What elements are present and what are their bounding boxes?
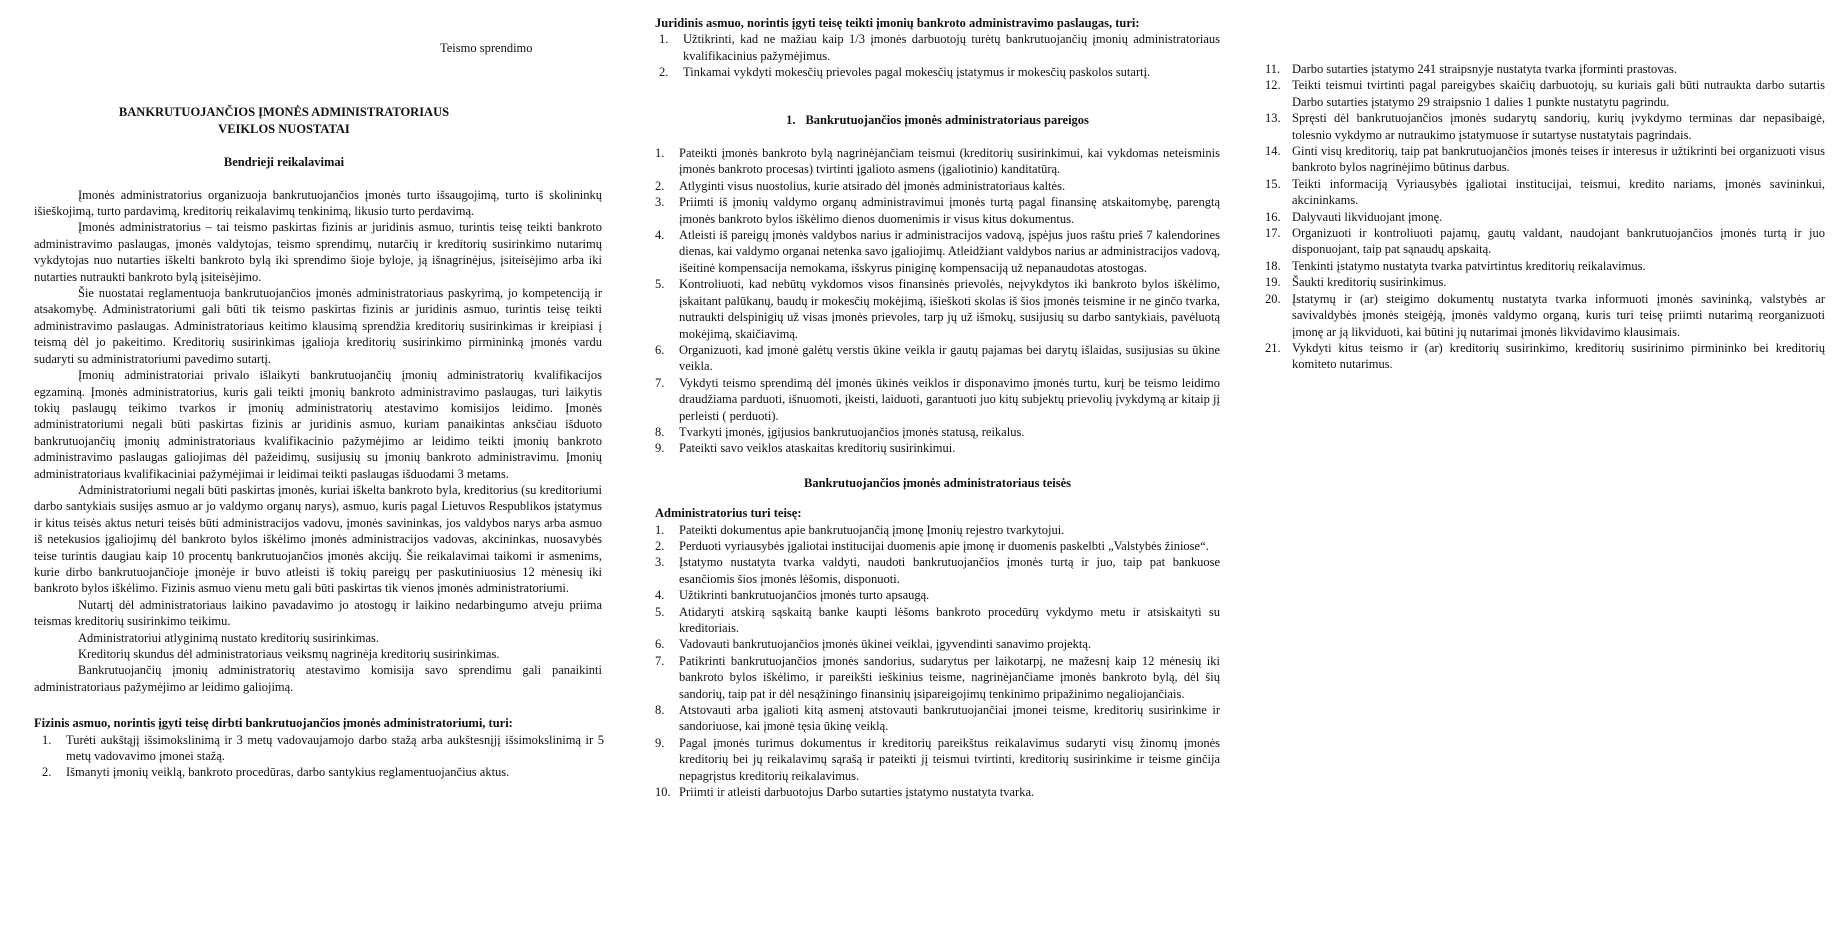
list-item: 1. Pateikti dokumentus apie bankrutuojančią įmonę Įmonių rejestro tvarkytojui. [655,522,1065,537]
paragraph: Šie nuostatai reglamentuoja bankrutuojančios įmonės administratoriaus paskyrimą, jo kompetenciją ir atsakomybę. Administratoriumi gali būti tik teismo paskirtas fizinis ar juridinis asmuo, turintis teisę teikti administravimo paslaugas. Administratoriaus keitimo klausimą sprendžia kreditorių susirinkimas ir kreipiasi į teismą dėl jo pakeitimo. Kreditorių susirinkimas įgalioja kreditorių susirinkimo pirmininką įmonės vardu sudaryti su administratoriumi pavedimo sutartį. [34,286,602,366]
section-heading-rights: Bankrutuojančios įmonės administratoriaus teisės [803,475,1072,490]
list-item: 8. Tvarkyti įmonės, įgijusios bankrutuojančios įmonės statusą, reikalus. [655,424,1025,439]
list-item: 4. Atleisti iš pareigų įmonės valdybos narius ir administracijos vadovą, įspėjus juos raštu prieš 7 kalendorines dienas, kai valdymo organai netenka savo įgaliojimų. Atleidžiant valdybos narius ar administracijos vadovą, išeitinė kompensacija nemokama, išskyrus piniginę kompensaciją už nepanaudotas atostogas. [655,228,1220,275]
natural-person-list [42,732,604,781]
section-heading-general: Bendrieji reikalavimai [223,155,345,170]
court-decision-label: Teismo sprendimo [440,41,533,55]
paragraph: Kreditorių skundus dėl administratoriaus veiksmų nagrinėja kreditorių susirinkimas. [78,647,500,661]
list-item: 4. Užtikrinti bankrutuojančios įmonės turto apsaugą. [655,588,930,603]
list-item: 5. Kontroliuoti, kad nebūtų vykdomos visos finansinės prievolės, neįvykdytos iki bankroto bylos iškėlimo, įskaitant palūkanų, baudų ir mokesčių mokėjimą, išieškoti skolas iš šios įmonės teismine ir ne ginčo tvarka, nutraukti delspinigių už visas įmonės prievoles, tarp jų už išmokų, susijusių su darbo santykiais, pavėluotą mokėjimą, skaičiavimą. [655,277,1220,341]
rights-list [655,522,1220,801]
paragraph: Įmonės administratorius organizuoja bankrutuojančios įmonės turto išsaugojimą, turto iš skolininkų išieškojimą, turto pardavimą, kreditorių reikalavimų tenkinimą, likusio turto perdavimą. [34,187,602,219]
paragraph: Administratoriui atlyginimą nustato kreditorių susirinkimas. [78,630,380,645]
list-item: 17. Organizuoti ir kontroliuoti pajamų, gautų valdant, naudojant bankrutuojančios įmonės turtą ir juo disponuojant, taip pat sąnaudų apskaitą. [1265,226,1825,257]
document-title [94,104,474,137]
paragraph: Nutartį dėl administratoriaus laikino pavadavimo jo atostogų ir laikino nedarbingumo atveju priima teismas kreditorių susirinkimo teikimu. [34,597,602,629]
list-item: 6. Organizuoti, kad įmonė galėtų verstis ūkine veikla ir gautų pajamas bei darytų išlaidas, susijusias su ūkine veikla. [655,342,1220,374]
list-item: 2. Perduoti vyriausybės įgaliotai institucijai duomenis apie įmonę ir duomenis paskelbti „Valstybės žiniose“. [655,538,1209,553]
list-item: 21. Vykdyti kitus teismo ir (ar) kreditorių susirinkimo, kreditorių susirinimo pirmininko bei kreditorių komiteto nutarimus. [1265,340,1825,372]
paragraph: Administratoriumi negali būti paskirtas įmonės, kuriai iškelta bankroto byla, kreditorius (su kreditoriumi darbo santykiais susijęs asmuo ar jo valdymo organų narys), asmuo, kuris pagal Lietuvos Respublikos įstatymus ir kitus teisės aktus neturi teisės būti administracijos vadovu, įmonės savininkas, jos valdybos narys arba asmuo iš netekusios įgaliojimų dėl bankroto bylos iškėlimo įmonės administracijos vadovas, akcininkas, nuosavybės teise turintis daugiau kaip 10 procentų bankrutuojančios įmonės akcijų. Šie reikalavimai taikomi ir asmenims, kurie dirbo bankrutuojančioje įmonėje ir buvo atleisti iš tokių pareigų per paskutiniuosius 12 mėnesių iki bankroto bylos iškėlimo. Fizinis asmuo vienu metu gali būti paskirtas tik vienos įmonės administratoriumi. [34,482,602,596]
list-item: 2. Išmanyti įmonių veiklą, bankroto procedūras, darbo santykius reglamentuojančius aktus. [42,765,510,780]
list-item: 9. Pagal įmonės turimus dokumentus ir kreditorių pareikštus reikalavimus sudaryti visų žinomų įmonės kreditorių bei jų reikalavimų sąrašą ir pateikti jį teismui tvirtinti, kreditorių susirinkime ir teisme ginčija nepagrįstus kreditorių reikalavimus. [655,735,1220,783]
document-title-line-1: BANKRUTUOJANČIOS ĮMONĖS ADMINISTRATORIAUS [118,105,450,120]
list-item: 16. Dalyvauti likviduojant įmonę. [1265,209,1443,224]
document-title-line-2: VEIKLOS NUOSTATAI [218,121,350,136]
column-middle [655,0,1220,800]
list-item: 15. Teikti informaciją Vyriausybės įgaliotai institucijai, teismui, kredito nariams, įmonės savininkui, akcininkams. [1265,176,1825,208]
list-item: 13. Spręsti dėl bankrutuojančios įmonės sudarytų sandorių, kurių įvykdymo terminas dar nepasibaigė, tolesnio vykdymo ar nutraukimo įstatymuose ir sutartyse nustatytais pagrindais. [1265,111,1825,142]
legal-person-heading: Juridinis asmuo, norintis įgyti teisę teikti įmonių bankroto administravimo paslaugas, turi: [655,16,1140,30]
column-left [34,0,604,781]
paragraph: Įmonių administratoriai privalo išlaikyti bankrutuojančių įmonių administratorių kvalifikacijos egzaminą. Įmonės administratorius, kuris gali teikti įmonių bankroto administravimo paslaugas, turi laikytis tokių paslaugų teikimo tvarkos ir įmonių administratorių atestavimo komisijos leidimo. Įmonės administratoriumi negali būti paskirtas fizinis ar juridinis asmuo, kuriam panaikintas anksčiau išduoto bankrutuojančių įmonių administratoriaus kvalifikacinio pažymėjimo ar leidimo teikti įmonių bankroto administravimo paslaugas galiojimas dėl pažeidimų, susijusių su įmonių bankroto administravimu. Įmonių administratoriaus kvalifikaciniai pažymėjimai ir leidimai teikti paslaugas išduodami 3 metams. [34,368,602,481]
list-item: 18. Tenkinti įstatymo nustatyta tvarka patvirtintus kreditorių reikalavimus. [1265,258,1646,273]
list-item: 20. Įstatymų ir (ar) steigimo dokumentų nustatyta tvarka informuoti įmonės savininką, valstybės ar savivaldybės įmonės steigėją, įmonės valdymo organą, kuris turi teisę priimti nutarimą reorganizuoti įmonę ar ją likviduoti, kai būtini jų nutarimai įmonės likvidavimo klausimais. [1265,291,1825,339]
list-item: 11. Darbo sutarties įstatymo 241 straipsnyje nustatyta tvarka įforminti prastovas. [1265,62,1677,76]
column-right [1265,0,1825,373]
list-item: 7. Vykdyti teismo sprendimą dėl įmonės ūkinės veiklos ir disponavimo įmonės turtu, kurį be teismo leidimo draudžiama parduoti, išnuomoti, įkeisti, laiduoti, garantuoti juo kitų subjektų prievolių įvykdymą ar kitaip jį perleisti ( perduoti). [655,375,1220,423]
list-item: 10. Priimti ir atleisti darbuotojus Darbo sutarties įstatymo nustatyta tvarka. [655,785,1035,800]
duties-list [655,145,1220,457]
section-heading-duties: 1. Bankrutuojančios įmonės administratoriaus pareigos [786,112,1089,127]
list-item: 8. Atstovauti arba įgalioti kitą asmenį atstovauti bankrutuojančiai įmonei teisme, kreditorių susirinkime ir sandoriuose, kai įmonė tęsia ūkinę veiklą. [655,703,1220,734]
natural-person-heading: Fizinis asmuo, norintis įgyti teisę dirbti bankrutuojančios įmonės administratoriumi, turi: [34,716,513,731]
general-paragraphs [34,187,602,696]
list-item: 3. Įstatymo nustatyta tvarka valdyti, naudoti bankrutuojančios įmonės turtą ir juo, taip pat bankuose esančiomis šios įmonės lėšomis, disponuoti. [655,555,1220,586]
paragraph: Bankrutuojančių įmonių administratorių atestavimo komisija savo sprendimu gali panaikinti administratoriaus pažymėjimo ar leidimo galiojimą. [34,663,602,694]
legal-person-list [659,31,1220,80]
list-item: 9. Pateikti savo veiklos ataskaitas kreditorių susirinkimui. [655,441,956,456]
list-item: 5. Atidaryti atskirą sąskaitą banke kaupti lėšoms bankroto procedūrų vykdymo metu ir atsiskaityti su kreditoriais. [655,604,1220,635]
list-item: 2. Atlyginti visus nuostolius, kurie atsirado dėl įmonės administratoriaus kaltės. [655,178,1066,193]
list-item: 14. Ginti visų kreditorių, taip pat bankrutuojančios įmonės teises ir interesus ir užtikrinti bei organizuoti visus bankroto bylos nagrinėjimo būtinus darbus. [1265,144,1825,175]
list-item: 12. Teikti teismui tvirtinti pagal pareigybes skaičių darbuotojų, su kuriais gali būti nutraukta darbo sutartis Darbo sutarties įstatymo 29 straipsnio 1 dalies 1 punkte nustatytu pagrindu. [1265,78,1825,109]
list-item: 2. Tinkamai vykdyti mokesčių prievoles pagal mokesčių įstatymus ir mokesčių paskolos sutartį. [659,65,1151,80]
duties-list-continued [1265,61,1825,373]
list-item: 1. Pateikti įmonės bankroto bylą nagrinėjančiam teismui (kreditorių susirinkimui, kai vykdomas neteisminis įmonės bankroto procesas) tvirtinti įgalioto asmens (įgaliotinio) kanditatūrą. [655,146,1220,177]
rights-intro: Administratorius turi teisę: [655,506,802,521]
paragraph: Įmonės administratorius – tai teismo paskirtas fizinis ar juridinis asmuo, turintis teisę teikti bankroto administravimo paslaugas, įmonės valdytojas, teismo sprendimų, nutarčių ir kreditorių susirinkimo nutarimų vykdytojas nuo nutarties iškelti bankroto bylą iki sprendimo šioje byloje, ją išnagrinėjus, įsiteisėjimo arba iki nutarties nutraukti bankroto bylą įsiteisėjimo. [34,220,602,284]
list-item: 6. Vadovauti bankrutuojančios įmonės ūkinei veiklai, įgyvendinti sanavimo projektą. [655,637,1092,652]
list-item: 7. Patikrinti bankrutuojančios įmonės sandorius, sudarytus per laikotarpį, ne mažesnį kaip 12 mėnesių iki bankroto bylos iškėlimo, ir pareikšti ieškinius teisme, nagrinėjančiame įmonės bankroto bylą, dėl šių sandorių, taip pat ir dėl nesąžiningo finansinių įsipareigojimų tenkinimo pripažinimo negaliojančiais. [655,653,1220,701]
list-item: 3. Priimti iš įmonių valdymo organų administravimui įmonės turtą pagal finansinę atskaitomybę, parengtą įmonės bankroto bylos iškėlimo dienos duomenimis ir visus kitus dokumentus. [655,195,1220,226]
list-item: 1. Turėti aukštąjį išsimokslinimą ir 3 metų vadovaujamojo darbo stažą arba aukštesnįjį išsimokslinimą ir 5 metų vadovavimo įmonei stažą. [42,732,604,764]
list-item: 19. Šaukti kreditorių susirinkimus. [1265,275,1447,290]
list-item: 1. Užtikrinti, kad ne mažiau kaip 1/3 įmonės darbuotojų turėtų bankrutuojančių įmonių administratoriaus kvalifikacinius pažymėjimus. [659,32,1220,63]
